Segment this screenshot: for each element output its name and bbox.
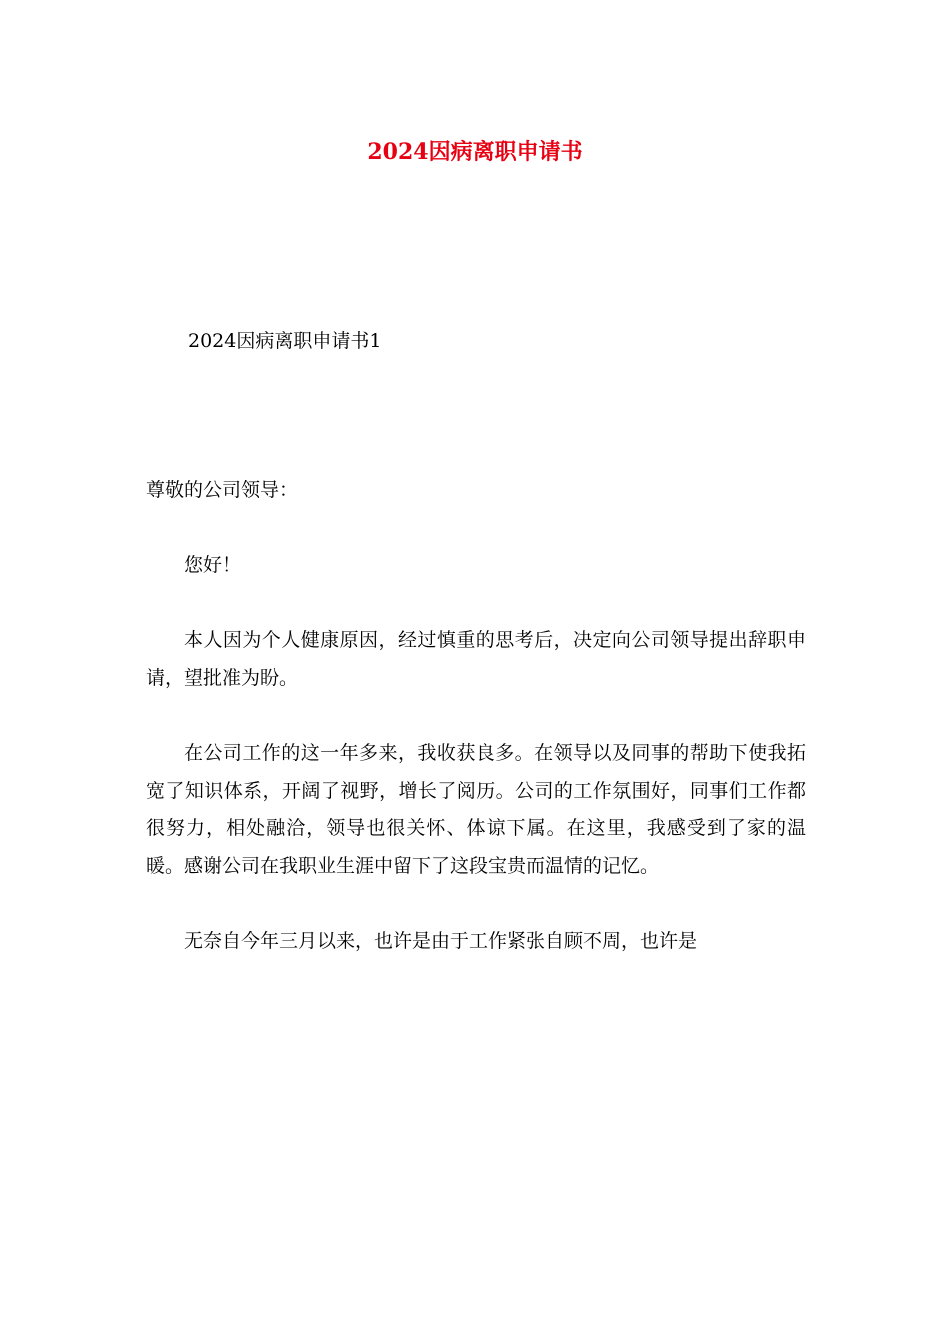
greeting: 您好！ xyxy=(184,554,242,577)
document-title: 2024因病离职申请书 xyxy=(367,139,583,165)
document-subtitle: 2024因病离职申请书1 xyxy=(188,330,382,352)
salutation: 尊敬的公司领导： xyxy=(146,479,299,501)
document-body xyxy=(146,472,806,998)
paragraph-health: 无奈自今年三月以来，也许是由于工作紧张自顾不周，也许是 xyxy=(184,930,698,953)
paragraph-reason: 本人因为个人健康原因，经过慎重的思考后，决定向公司领导提出辞职申请，望批准为盼。 xyxy=(146,629,806,689)
paragraph-gratitude: 在公司工作的这一年多来，我收获良多。在领导以及同事的帮助下使我拓宽了知识体系，开阔了视野，增长了阅历。公司的工作氛围好，同事们工作都很努力，相处融洽，领导也很关怀、体谅下属。在这里，我感受到了家的温暖。感谢公司在我职业生涯中留下了这段宝贵而温情的记忆。 xyxy=(146,742,806,877)
